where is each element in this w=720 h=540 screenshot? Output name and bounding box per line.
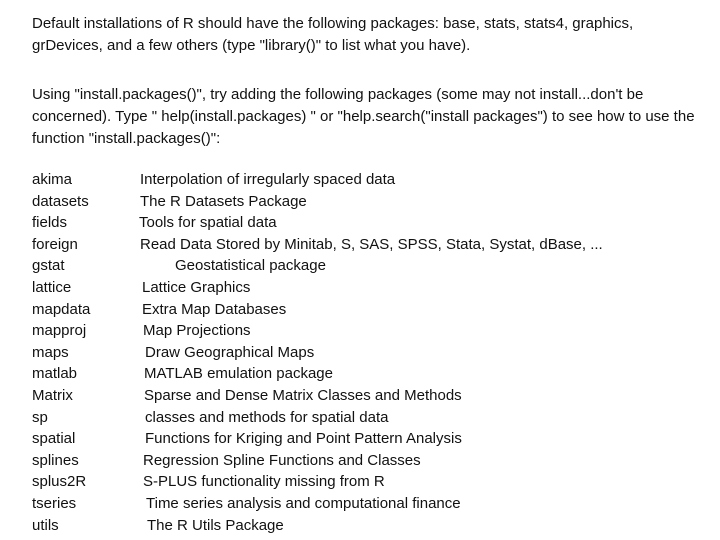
package-name: spatial bbox=[32, 430, 76, 448]
intro-paragraph: Default installations of R should have the following packages: base, stats, stats4, graphics, grDevices, and a few others (type "library()" to list what you have). bbox=[32, 15, 634, 54]
package-description: Sparse and Dense Matrix Classes and Methods bbox=[144, 386, 462, 404]
package-name: lattice bbox=[32, 278, 72, 296]
package-name: gstat bbox=[32, 257, 65, 275]
package-name: fields bbox=[32, 214, 68, 232]
instructions-paragraph: Using "install.packages()", try adding the following packages (some may not install...don't be concerned). Type " help(install.packages) " or "help.search("install packages") to see how to use the function "install.packages()": bbox=[32, 86, 695, 147]
package-name: maps bbox=[32, 343, 69, 361]
package-description: S-PLUS functionality missing from R bbox=[143, 473, 385, 491]
package-description: Geostatistical package bbox=[175, 257, 326, 275]
package-description: Interpolation of irregularly spaced data bbox=[140, 171, 396, 188]
package-description: Lattice Graphics bbox=[142, 278, 251, 296]
package-name: utils bbox=[32, 516, 59, 534]
package-description: Regression Spline Functions and Classes bbox=[143, 451, 421, 469]
package-description: The R Utils Package bbox=[147, 516, 284, 534]
package-description: Map Projections bbox=[143, 322, 251, 340]
package-description: Draw Geographical Maps bbox=[145, 343, 315, 361]
package-name: sp bbox=[32, 408, 48, 426]
package-description: Functions for Kriging and Point Pattern Analysis bbox=[145, 430, 462, 448]
package-name: mapproj bbox=[32, 322, 87, 340]
package-name: tseries bbox=[32, 494, 77, 512]
package-name: matlab bbox=[32, 365, 78, 383]
package-name: datasets bbox=[32, 192, 89, 210]
package-name: splines bbox=[32, 451, 79, 469]
package-name: Matrix bbox=[32, 386, 73, 404]
package-description: Time series analysis and computational finance bbox=[146, 494, 461, 512]
package-description: Tools for spatial data bbox=[139, 214, 277, 232]
package-description: Read Data Stored by Minitab, S, SAS, SPSS, Stata, Systat, dBase, ... bbox=[140, 235, 603, 253]
package-description: The R Datasets Package bbox=[140, 192, 307, 210]
package-name: akima bbox=[32, 171, 73, 188]
package-name: mapdata bbox=[32, 300, 91, 318]
package-description: Extra Map Databases bbox=[142, 300, 287, 318]
package-description: classes and methods for spatial data bbox=[145, 408, 389, 426]
package-description: MATLAB emulation package bbox=[144, 365, 333, 383]
package-name: splus2R bbox=[32, 473, 87, 491]
package-name: foreign bbox=[32, 235, 78, 253]
